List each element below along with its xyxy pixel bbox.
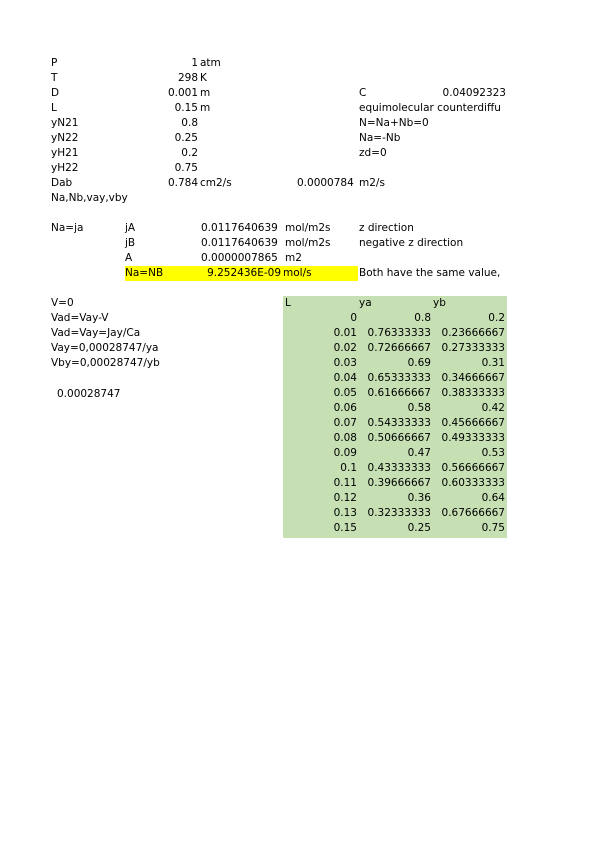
param-value: 0.001 (167, 87, 198, 99)
unknowns-label: Na,Nb,vay,vby (51, 192, 128, 204)
table-cell-l: 0.08 (333, 432, 357, 444)
dab-si-value: 0.0000784 (297, 177, 354, 189)
flux-unit: mol/m2s (285, 237, 331, 249)
table-cell-ya: 0.61666667 (367, 387, 431, 399)
table-cell-ya: 0.47 (407, 447, 431, 459)
table-cell-ya: 0.72666667 (367, 342, 431, 354)
flux-name: jA (125, 222, 136, 234)
param-name: T (51, 72, 58, 84)
table-cell-ya: 0.32333333 (367, 507, 431, 519)
flux-note: z direction (359, 222, 414, 234)
c-value: 0.04092323 (442, 87, 506, 99)
table-cell-l: 0.04 (333, 372, 357, 384)
table-cell-l: 0.06 (333, 402, 357, 414)
table-header-yb: yb (433, 297, 446, 309)
table-cell-ya: 0.65333333 (367, 372, 431, 384)
table-cell-l: 0.05 (333, 387, 357, 399)
table-cell-yb: 0.2 (488, 312, 505, 324)
flux-unit: mol/s (283, 267, 312, 279)
c-label: C (359, 87, 367, 99)
table-cell-l: 0.03 (333, 357, 357, 369)
table-header-ya: ya (359, 297, 372, 309)
flux-unit: m2 (285, 252, 302, 264)
note-na-nb: Na=-Nb (359, 132, 401, 144)
table-cell-l: 0.15 (333, 522, 357, 534)
param-unit: cm2/s (200, 177, 232, 189)
na-ja-label: Na=ja (51, 222, 84, 234)
param-name: P (51, 57, 58, 69)
param-value: 0.25 (174, 132, 198, 144)
param-value: 0.8 (181, 117, 198, 129)
table-cell-l: 0.13 (333, 507, 357, 519)
flux-note: negative z direction (359, 237, 464, 249)
param-name: yN21 (51, 117, 79, 129)
param-name: D (51, 87, 60, 99)
param-unit: m (200, 87, 211, 99)
param-value: 0.2 (181, 147, 198, 159)
velocity-value: 0.00028747 (57, 388, 121, 400)
param-value: 298 (177, 72, 198, 84)
velocity-equation: Vad=Vay-V (51, 312, 109, 324)
velocity-equation: Vay=0,00028747/ya (51, 342, 159, 354)
flux-unit: mol/m2s (285, 222, 331, 234)
table-cell-yb: 0.64 (481, 492, 505, 504)
velocity-equation: Vby=0,00028747/yb (51, 357, 160, 369)
flux-name: Na=NB (125, 267, 164, 279)
table-cell-yb: 0.60333333 (441, 477, 505, 489)
note-zd: zd=0 (359, 147, 387, 159)
table-cell-ya: 0.8 (414, 312, 431, 324)
flux-note: Both have the same value, (359, 267, 501, 279)
table-cell-l: 0 (350, 312, 357, 324)
table-cell-yb: 0.53 (481, 447, 505, 459)
param-value: 0.75 (174, 162, 198, 174)
param-unit: K (200, 72, 207, 84)
table-cell-ya: 0.36 (407, 492, 431, 504)
table-cell-l: 0.02 (333, 342, 357, 354)
flux-value: 0.0000007865 (201, 252, 278, 264)
param-name: yH22 (51, 162, 79, 174)
param-name: yN22 (51, 132, 79, 144)
note-total-flux: N=Na+Nb=0 (359, 117, 429, 129)
table-header-l: L (285, 297, 291, 309)
table-cell-l: 0.12 (333, 492, 357, 504)
table-cell-yb: 0.45666667 (441, 417, 505, 429)
table-cell-yb: 0.75 (481, 522, 505, 534)
table-cell-l: 0.07 (333, 417, 357, 429)
table-cell-yb: 0.38333333 (441, 387, 505, 399)
table-cell-ya: 0.54333333 (367, 417, 431, 429)
table-cell-l: 0.01 (333, 327, 357, 339)
flux-name: jB (125, 237, 136, 249)
table-cell-ya: 0.58 (407, 402, 431, 414)
table-cell-ya: 0.25 (407, 522, 431, 534)
table-cell-l: 0.09 (333, 447, 357, 459)
table-cell-yb: 0.42 (481, 402, 505, 414)
flux-value: 0.0117640639 (201, 237, 278, 249)
velocity-equation: V=0 (51, 297, 74, 309)
param-name: L (51, 102, 57, 114)
table-cell-yb: 0.49333333 (441, 432, 505, 444)
note-equimolecular: equimolecular counterdiffu (359, 102, 501, 114)
table-cell-yb: 0.67666667 (441, 507, 505, 519)
table-cell-ya: 0.39666667 (367, 477, 431, 489)
table-cell-ya: 0.76333333 (367, 327, 431, 339)
table-cell-l: 0.11 (333, 477, 357, 489)
flux-value: 9.252436E-09 (207, 267, 281, 279)
param-name: yH21 (51, 147, 79, 159)
flux-name: A (125, 252, 133, 264)
param-value: 1 (191, 57, 198, 69)
table-cell-ya: 0.43333333 (367, 462, 431, 474)
param-unit: atm (200, 57, 221, 69)
flux-value: 0.0117640639 (201, 222, 278, 234)
table-cell-yb: 0.23666667 (441, 327, 505, 339)
param-value: 0.784 (167, 177, 198, 189)
table-cell-yb: 0.27333333 (441, 342, 505, 354)
table-cell-ya: 0.69 (407, 357, 431, 369)
table-cell-l: 0.1 (340, 462, 357, 474)
param-value: 0.15 (174, 102, 198, 114)
table-cell-ya: 0.50666667 (367, 432, 431, 444)
dab-si-unit: m2/s (359, 177, 385, 189)
table-cell-yb: 0.31 (481, 357, 505, 369)
table-cell-yb: 0.56666667 (441, 462, 505, 474)
param-name: Dab (51, 177, 73, 189)
velocity-equation: Vad=Vay=Jay/Ca (51, 327, 141, 339)
table-cell-yb: 0.34666667 (441, 372, 505, 384)
param-unit: m (200, 102, 211, 114)
